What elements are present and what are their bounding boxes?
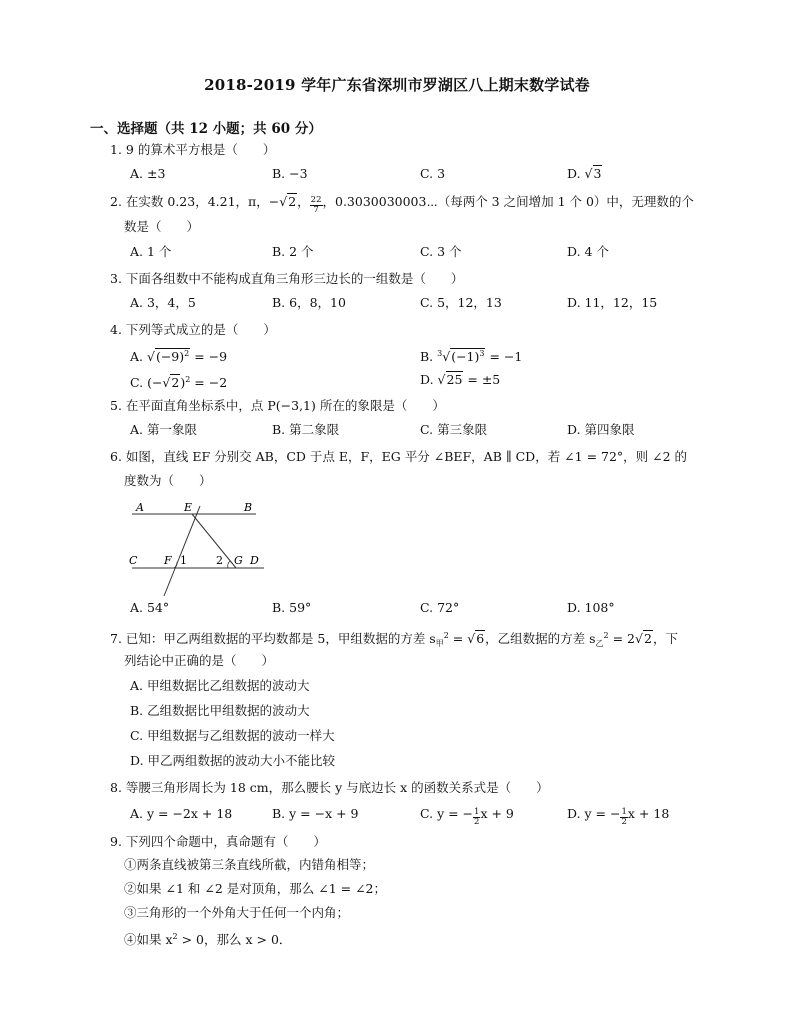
label-e: E — [184, 501, 193, 514]
question-6-stem-cont: 度数为（ ） — [124, 473, 212, 488]
q2-option-c: C. 3 个 — [420, 244, 462, 259]
q9-statement-2: ②如果 ∠1 和 ∠2 是对顶角，那么 ∠1 = ∠2； — [124, 881, 386, 896]
q2-option-d: D. 4 个 — [567, 244, 609, 259]
q3-option-b: B. 6，8，10 — [272, 295, 346, 310]
q7-option-b: B. 乙组数据比甲组数据的波动大 — [130, 703, 310, 718]
q9-statement-4: ④如果 $x^2 > 0$，那么 x > 0． — [124, 932, 292, 947]
question-4-stem: 4. 下列等式成立的是（ ） — [110, 322, 276, 337]
question-6-stem: 6. 如图，直线 EF 分别交 AB，CD 于点 E，F，EG 平分 ∠BEF，AB ∥ CD，若 ∠1 = 72°，则 ∠2 的 — [110, 449, 688, 464]
q6-option-c: C. 72° — [420, 600, 460, 615]
q7-option-a: A. 甲组数据比乙组数据的波动大 — [130, 678, 310, 693]
q1-option-b: B. −3 — [272, 166, 308, 181]
q3-option-d: D. 11，12，15 — [567, 295, 658, 310]
q6-option-d: D. 108° — [567, 600, 615, 615]
q4-option-d: D. √25 = ±5 — [420, 372, 501, 387]
label-d: D — [250, 554, 259, 567]
q8-option-b: B. y = −x + 9 — [272, 806, 359, 821]
page-title: 2018-2019 学年广东省深圳市罗湖区八上期末数学试卷 — [204, 76, 590, 94]
question-7-stem-cont: 列结论中正确的是（ ） — [124, 653, 275, 668]
line-eg — [192, 514, 236, 568]
q1-option-a: A. ±3 — [130, 166, 166, 181]
q1-option-c: C. 3 — [420, 166, 446, 181]
q3-option-c: C. 5，12，13 — [420, 295, 502, 310]
q7-option-d: D. 甲乙两组数据的波动大小不能比较 — [130, 753, 336, 768]
label-g: G — [234, 554, 243, 567]
q5-option-a: A. 第一象限 — [130, 422, 197, 437]
label-c: C — [129, 554, 138, 567]
q8-option-d: D. y = − $\frac{1}{2}$ x + 18 — [567, 806, 670, 827]
line-ef — [164, 506, 200, 596]
q5-option-b: B. 第二象限 — [272, 422, 340, 437]
q2-option-b: B. 2 个 — [272, 244, 314, 259]
q1-option-d: D. √3 — [567, 166, 602, 181]
q8-option-a: A. y = −2x + 18 — [130, 806, 233, 821]
section-heading: 一、选择题（共 12 小题；共 60 分） — [90, 121, 322, 137]
question-8-stem: 8. 等腰三角形周长为 18 cm，那么腰长 y 与底边长 x 的函数关系式是（ ） — [110, 780, 549, 795]
q7-option-c: C. 甲组数据与乙组数据的波动一样大 — [130, 728, 335, 743]
label-b: B — [244, 501, 253, 514]
q6-option-b: B. 59° — [272, 600, 312, 615]
question-1-stem: 1. 9 的算术平方根是（ ） — [110, 142, 276, 157]
q4-option-a: A. $√(-9)^2 = -9$ — [130, 349, 228, 364]
question-3-stem: 3. 下面各组数中不能构成直角三角形三边长的一组数是（ ） — [110, 271, 464, 286]
q2-option-a: A. 1 个 — [130, 244, 172, 259]
label-angle-2: 2 — [216, 554, 223, 567]
q4-option-c: C. $(-√2)^2 = -2$ — [130, 375, 228, 390]
q9-statement-1: ①两条直线被第三条直线所截，内错角相等； — [124, 857, 375, 872]
q6-option-a: A. 54° — [130, 600, 170, 615]
q5-option-d: D. 第四象限 — [567, 422, 635, 437]
arc-angle-2 — [228, 561, 230, 568]
label-angle-1: 1 — [180, 554, 187, 567]
arc-angle-1 — [174, 562, 177, 568]
label-f: F — [164, 554, 172, 567]
question-2-stem: 2. 在实数 0.23，4.21，π，−√2， $\frac{22}{7}$ ，0.3030030003⋯（每两个 3 之间增加 1 个 0）中，无理数的个 — [110, 194, 694, 215]
q4-option-b: B. $^3√(-1)^3 = -1$ — [420, 349, 523, 364]
q9-statement-3: ③三角形的一个外角大于任何一个内角； — [124, 905, 350, 920]
q3-option-a: A. 3，4，5 — [130, 295, 196, 310]
question-9-stem: 9. 下列四个命题中，真命题有（ ） — [110, 834, 326, 849]
question-5-stem: 5. 在平面直角坐标系中，点 P(−3,1) 所在的象限是（ ） — [110, 398, 445, 413]
q8-option-c: C. y = − $\frac{1}{2}$ x + 9 — [420, 806, 514, 827]
label-a: A — [136, 501, 144, 514]
q5-option-c: C. 第三象限 — [420, 422, 488, 437]
question-2-stem-cont: 数是（ ） — [124, 219, 200, 234]
geometry-figure — [124, 498, 274, 598]
question-7-stem: 7. 已知：甲乙两组数据的平均数都是 5，甲组数据的方差 $s_甲^2 = √6$，乙组数据的方差 $s_乙^2 = 2√2$，下 — [110, 631, 678, 648]
